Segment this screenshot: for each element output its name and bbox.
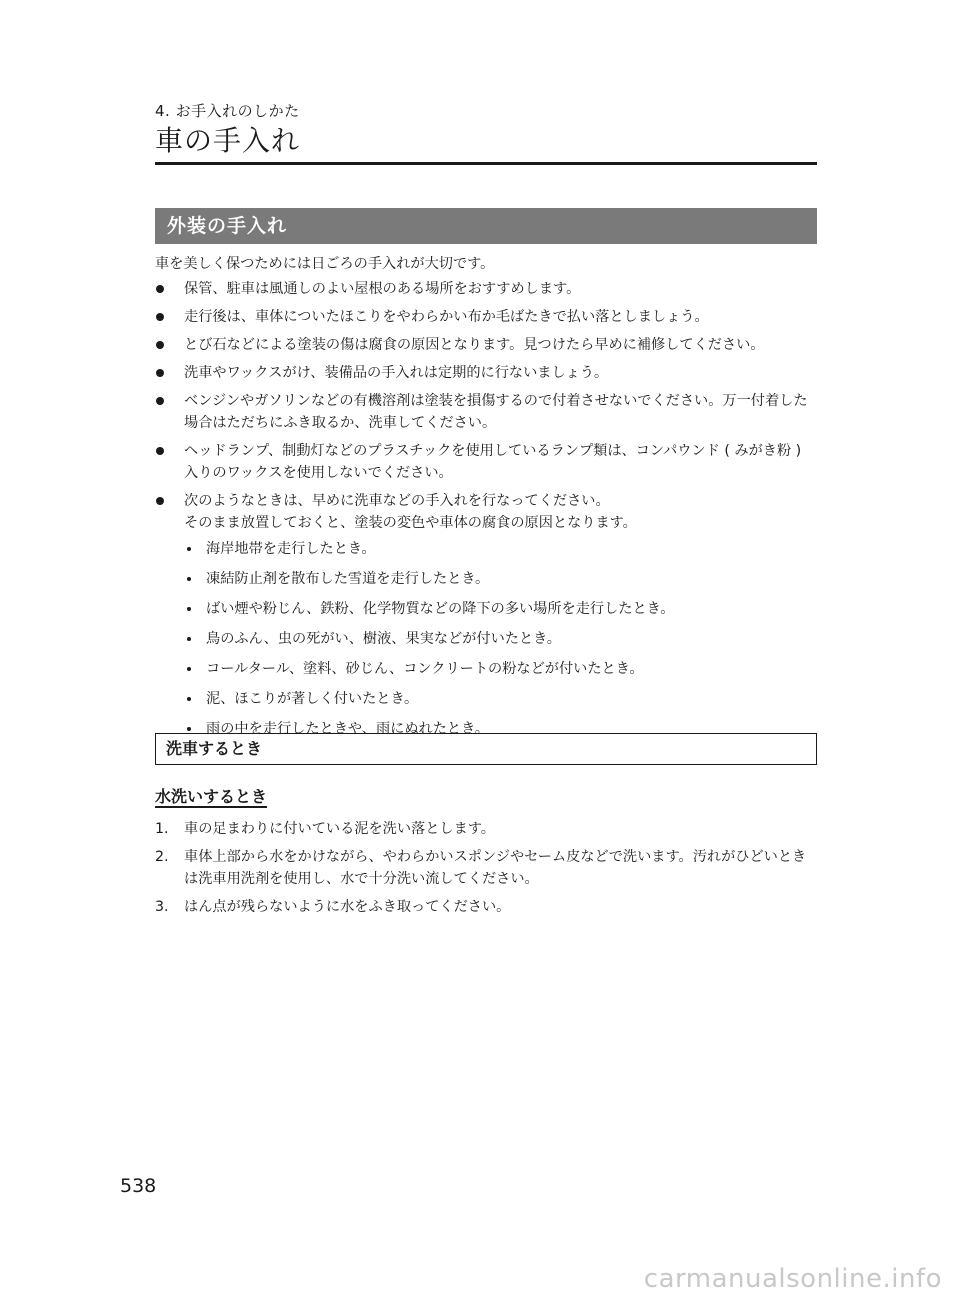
bullet-icon bbox=[156, 447, 164, 455]
sub-bullet-icon bbox=[187, 697, 191, 701]
subsubsection-title: 水洗いするとき bbox=[155, 787, 268, 806]
condition-text: ばい煙や粉じん、鉄粉、化学物質などの降下の多い場所を走行したとき。 bbox=[206, 601, 675, 617]
watermark: carmanualsonline.info bbox=[643, 1264, 942, 1294]
bullet-icon bbox=[156, 369, 164, 377]
subsection-heading: 洗車するとき bbox=[155, 733, 817, 765]
condition-item bbox=[184, 538, 817, 560]
condition-text: コールタール、塗料、砂じん、コンクリートの粉などが付いたとき。 bbox=[206, 661, 644, 677]
section-body bbox=[155, 253, 817, 748]
bullet-item bbox=[155, 334, 817, 356]
bullet-text: ヘッドランプ、制動灯などのプラスチックを使用しているランプ類は、コンパウンド ( みがき粉 ) 入りのワックスを使用しないでください。 bbox=[184, 443, 802, 481]
chapter-label: 4. お手入れのしかた bbox=[155, 102, 300, 120]
sub-bullet-icon bbox=[187, 727, 191, 731]
bullet-text: とび石などによる塗装の傷は腐食の原因となります。見つけたら早めに補修してください。 bbox=[184, 337, 765, 353]
condition-text: 凍結防止剤を散布した雪道を走行したとき。 bbox=[206, 571, 490, 587]
step-number: 2. bbox=[155, 849, 169, 865]
condition-text: 泥、ほこりが著しく付いたとき。 bbox=[206, 691, 419, 707]
step-number: 3. bbox=[155, 899, 169, 915]
bullet-text: 洗車やワックスがけ、装備品の手入れは定期的に行ないましょう。 bbox=[184, 365, 609, 381]
title-divider bbox=[155, 162, 817, 165]
bullet-item bbox=[155, 440, 817, 484]
condition-list bbox=[184, 538, 817, 740]
bullet-list bbox=[155, 278, 817, 740]
bullet-item bbox=[155, 278, 817, 300]
bullet-note: そのまま放置しておくと、塗装の変色や車体の腐食の原因となります。 bbox=[184, 515, 637, 531]
step-text: はん点が残らないように水をふき取ってください。 bbox=[184, 899, 511, 915]
condition-text: 鳥のふん、虫の死がい、樹液、果実などが付いたとき。 bbox=[206, 631, 561, 647]
step-text: 車の足まわりに付いている泥を洗い落とします。 bbox=[184, 821, 495, 837]
sub-bullet-icon bbox=[187, 667, 191, 671]
condition-item bbox=[184, 628, 817, 650]
section-heading: 外装の手入れ bbox=[155, 208, 817, 244]
condition-text: 海岸地帯を走行したとき。 bbox=[206, 541, 376, 557]
step-list bbox=[155, 818, 817, 924]
condition-item bbox=[184, 568, 817, 590]
sub-bullet-icon bbox=[187, 607, 191, 611]
bullet-icon bbox=[156, 397, 164, 405]
step-text: 車体上部から水をかけながら、やわらかいスポンジやセーム皮などで洗います。汚れがひどいときは洗車用洗剤を使用し、水で十分洗い流してください。 bbox=[184, 849, 807, 887]
sub-bullet-icon bbox=[187, 637, 191, 641]
sub-bullet-icon bbox=[187, 547, 191, 551]
bullet-icon bbox=[156, 313, 164, 321]
bullet-item bbox=[155, 362, 817, 384]
page-title: 車の手入れ bbox=[155, 124, 301, 157]
bullet-item bbox=[155, 490, 817, 740]
bullet-text: 次のようなときは、早めに洗車などの手入れを行なってください。 bbox=[184, 493, 610, 509]
bullet-icon bbox=[156, 497, 164, 505]
sub-bullet-icon bbox=[187, 577, 191, 581]
bullet-text: ベンジンやガソリンなどの有機溶剤は塗装を損傷するので付着させないでください。万一付着した場合はただちにふき取るか、洗車してください。 bbox=[184, 393, 808, 431]
step-item bbox=[155, 896, 817, 918]
bullet-item bbox=[155, 390, 817, 434]
condition-item bbox=[184, 598, 817, 620]
step-item bbox=[155, 818, 817, 840]
page-number: 538 bbox=[120, 1175, 157, 1197]
bullet-text: 保管、駐車は風通しのよい屋根のある場所をおすすめします。 bbox=[184, 281, 581, 297]
bullet-text: 走行後は、車体についたほこりをやわらかい布か毛ばたきで払い落としましょう。 bbox=[184, 309, 709, 325]
bullet-icon bbox=[156, 285, 164, 293]
condition-item bbox=[184, 658, 817, 680]
bullet-icon bbox=[156, 341, 164, 349]
condition-text: 雨の中を走行したときや、雨にぬれたとき。 bbox=[206, 721, 489, 737]
bullet-item bbox=[155, 306, 817, 328]
intro-text: 車を美しく保つためには日ごろの手入れが大切です。 bbox=[155, 256, 495, 272]
step-item bbox=[155, 846, 817, 890]
condition-item bbox=[184, 688, 817, 710]
step-number: 1. bbox=[155, 821, 169, 837]
